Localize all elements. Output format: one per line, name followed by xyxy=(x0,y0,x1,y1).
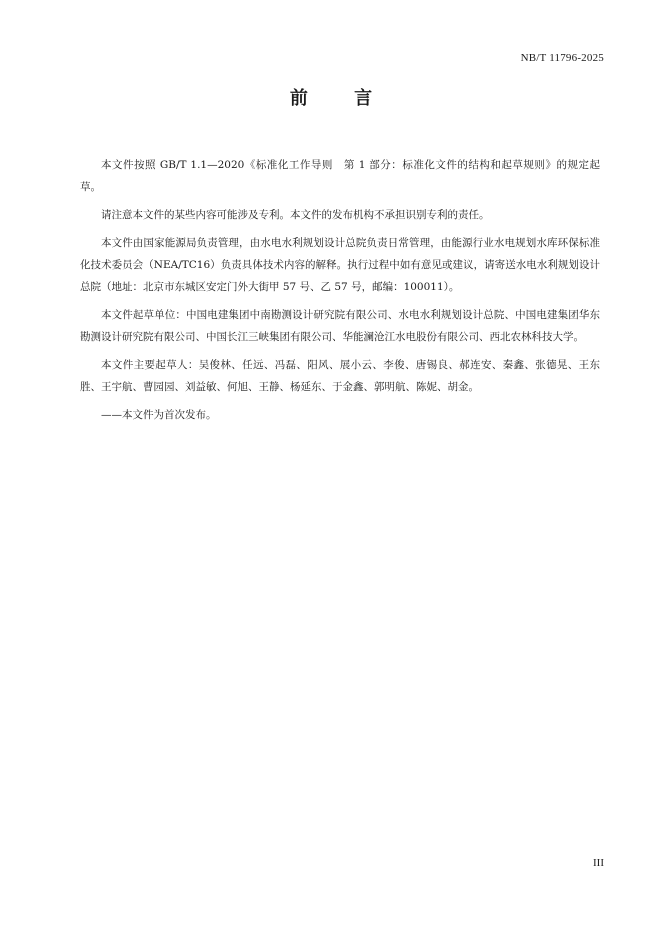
document-code: NB/T 11796-2025 xyxy=(520,52,604,64)
paragraph-drafting-units: 本文件起草单位：中国电建集团中南勘测设计研究院有限公司、水电水利规划设计总院、中国电建集团华东勘测设计研究院有限公司、中国长江三峡集团有限公司、华能澜沧江水电股份有限公司、西北农林科技大学。 xyxy=(80,309,600,343)
paragraph-management: 本文件由国家能源局负责管理，由水电水利规划设计总院负责日常管理，由能源行业水电规划水库环保标准化技术委员会（NEA/TC16）负责具体技术内容的解释。执行过程中如有意见或建议，请寄送水电水利规划设计总院（地址：北京市东城区安定门外大街甲 57 号、乙 57 号，邮编：100011）。 xyxy=(80,237,600,293)
foreword-body xyxy=(80,154,600,432)
page-title: 前 言 xyxy=(289,88,393,109)
paragraph-drafters: 本文件主要起草人：吴俊林、任远、冯磊、阳风、展小云、李俊、唐锡良、郝连安、秦鑫、张德晃、王东胜、王宇航、曹园园、刘益敏、何旭、王静、杨延东、于金鑫、郭明航、陈妮、胡金。 xyxy=(80,359,600,393)
paragraph-patent-notice: 请注意本文件的某些内容可能涉及专利。本文件的发布机构不承担识别专利的责任。 xyxy=(101,209,490,221)
paragraph-first-release: ——本文件为首次发布。 xyxy=(101,409,217,421)
paragraph-drafting-rules: 本文件按照 GB/T 1.1—2020《标准化工作导则 第 1 部分：标准化文件的结构和起草规则》的规定起草。 xyxy=(80,159,600,193)
page-number: III xyxy=(593,857,604,869)
